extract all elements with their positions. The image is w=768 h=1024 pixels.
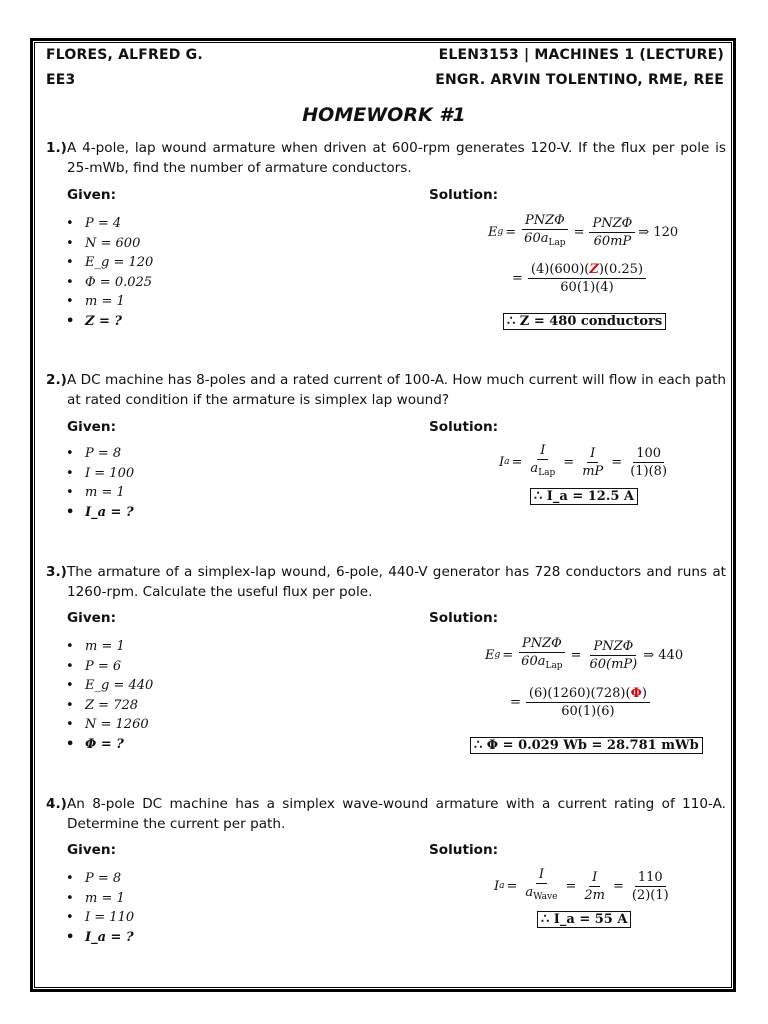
given-item: • N = 600	[66, 234, 153, 254]
problem-3-statement	[46, 562, 726, 602]
given-item-unknown: • I_a = ?	[66, 928, 134, 948]
problem-4-answer: ∴ I_a = 55 A	[537, 911, 631, 928]
problem-number: 1.)	[46, 140, 67, 156]
given-item-unknown: • I_a = ?	[66, 503, 134, 523]
problem-number: 2.)	[46, 372, 67, 388]
problem-1-statement	[46, 138, 726, 178]
problem-4-statement	[46, 794, 726, 834]
given-item: • m = 1	[66, 889, 134, 909]
given-label: Given:	[67, 842, 117, 858]
problem-1-equation-1: E g = $\frac{\text{PNZΦ}}{60a_{Lap}}$ = $\frac{\text{PNZΦ}}{60mP}$ ⇒ 120	[488, 213, 679, 249]
problem-1-given-list	[66, 214, 153, 332]
given-item: • P = 6	[66, 657, 153, 677]
solution-label: Solution:	[429, 187, 499, 203]
problem-text: A 4-pole, lap wound armature when driven at 600-rpm generates 120-V. If the flux per pole is 25-mWb, find the number of armature conductors.	[67, 140, 726, 176]
given-label: Given:	[67, 187, 117, 203]
problem-2-given-list	[66, 444, 134, 522]
given-item: • N = 1260	[66, 715, 153, 735]
solution-label: Solution:	[429, 842, 499, 858]
given-label: Given:	[67, 610, 117, 626]
given-item: • Φ = 0.025	[66, 273, 153, 293]
given-item: • m = 1	[66, 292, 153, 312]
problem-4-equation-1: I a = $\frac{I}{a_{Wave}}$ = $\frac{I}{2m}$ = $\frac{110}{(2)(1)}$	[494, 867, 669, 903]
given-item: • m = 1	[66, 637, 153, 657]
page-border-inner	[34, 42, 732, 988]
given-label: Given:	[67, 419, 117, 435]
given-item: • P = 4	[66, 214, 153, 234]
given-item: • E_g = 440	[66, 676, 153, 696]
course-title: ELEN3153 | MACHINES 1 (LECTURE)	[438, 47, 724, 63]
problem-2-answer: ∴ I_a = 12.5 A	[530, 488, 638, 505]
problem-text: The armature of a simplex-lap wound, 6-pole, 440-V generator has 728 conductors and runs at 1260-rpm. Calculate the useful flux per pole.	[67, 564, 726, 600]
page-title: HOMEWORK #1	[302, 104, 466, 126]
given-item: • I = 110	[66, 908, 134, 928]
instructor-name: ENGR. ARVIN TOLENTINO, RME, REE	[435, 72, 724, 88]
problem-2-equation-1: I a = $\frac{I}{a_{Lap}}$ = $\frac{I}{mP}$ = $\frac{100}{(1)(8)}$	[499, 443, 668, 479]
problem-number: 4.)	[46, 796, 67, 812]
problem-text: A DC machine has 8-poles and a rated current of 100-A. How much current will flow in each path at rated condition if the armature is simplex lap wound?	[67, 372, 726, 408]
problem-number: 3.)	[46, 564, 67, 580]
given-item: • m = 1	[66, 483, 134, 503]
problem-4-given-list	[66, 869, 134, 947]
given-item-unknown: • Φ = ?	[66, 735, 153, 755]
given-item-unknown: • Z = ?	[66, 312, 153, 332]
problem-3-equation-1: E g = $\frac{\text{PNZΦ}}{60a_{Lap}}$ = $\frac{\text{PNZΦ}}{60(mP)}$ ⇒ 440	[485, 636, 684, 672]
given-item: • P = 8	[66, 444, 134, 464]
student-name: FLORES, ALFRED G.	[46, 47, 203, 63]
problem-3-given-list	[66, 637, 153, 755]
given-item: • I = 100	[66, 464, 134, 484]
student-section: EE3	[46, 72, 76, 88]
problem-text: An 8-pole DC machine has a simplex wave-wound armature with a current rating of 110-A. Determine the current per path.	[67, 796, 726, 832]
problem-3-answer: ∴ Φ = 0.029 Wb = 28.781 mWb	[470, 737, 703, 754]
problem-3-equation-2: = $\frac{(6)(1260)(728)(\Phi)}{60(1)(6)}$	[508, 686, 653, 719]
problem-1-equation-2: = $\frac{(4)(600)(Z)(0.25)}{60(1)(4)}$	[510, 262, 649, 295]
given-item: • Z = 728	[66, 696, 153, 716]
problem-1-answer: ∴ Z = 480 conductors	[503, 313, 666, 330]
problem-2-statement	[46, 370, 726, 410]
solution-label: Solution:	[429, 419, 499, 435]
given-item: • E_g = 120	[66, 253, 153, 273]
solution-label: Solution:	[429, 610, 499, 626]
given-item: • P = 8	[66, 869, 134, 889]
